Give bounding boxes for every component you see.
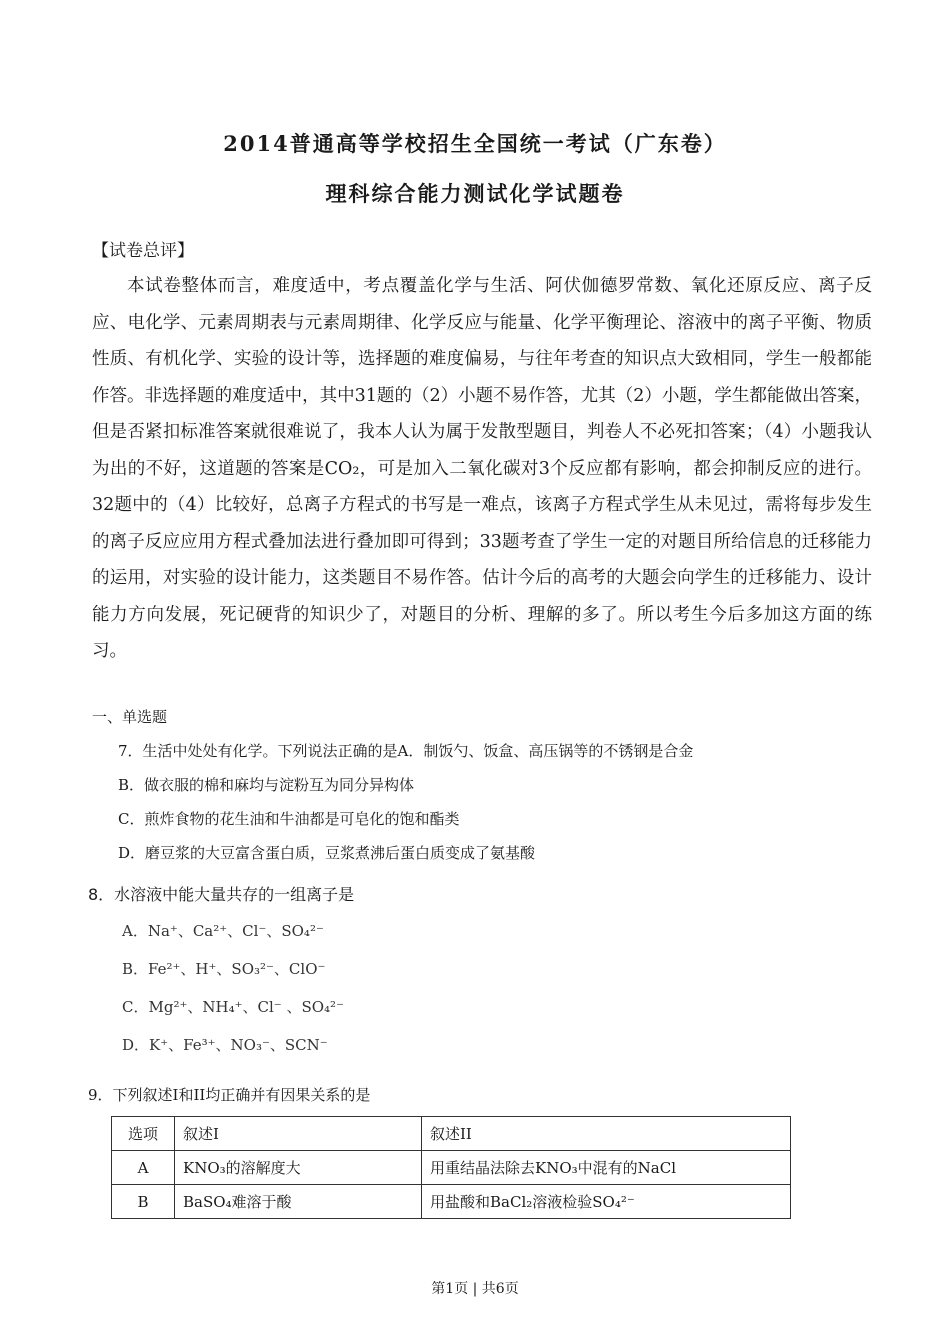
question-8-stem: 8．水溶液中能大量共存的一组离子是 (88, 885, 355, 904)
table-cell: 用重结晶法除去KNO₃中混有的NaCl (422, 1151, 791, 1185)
question-8-option-d: D．K⁺、Fe³⁺、NO₃⁻、SCN⁻ (122, 1036, 328, 1054)
question-7-option-d: D．磨豆浆的大豆富含蛋白质，豆浆煮沸后蛋白质变成了氨基酸 (118, 844, 536, 862)
question-9-table (111, 1116, 791, 1219)
question-8-option-a: A．Na⁺、Ca²⁺、Cl⁻、SO₄²⁻ (122, 922, 324, 940)
table-cell: BaSO₄难溶于酸 (175, 1185, 422, 1219)
review-paragraph: 本试卷整体而言，难度适中，考点覆盖化学与生活、阿伏伽德罗常数、氧化还原反应、离子反应、电化学、元素周期表与元素周期律、化学反应与能量、化学平衡理论、溶液中的离子平衡、物质性质、有机化学、实验的设计等，选择题的难度偏易，与往年考查的知识点大致相同，学生一般都能作答。非选择题的难度适中，其中31题的（2）小题不易作答，尤其（2）小题，学生都能做出答案，但是否紧扣标准答案就很难说了，我本人认为属于发散型题目，判卷人不必死扣答案；（4）小题我认为出的不好，这道题的答案是CO₂，可是加入二氧化碳对3个反应都有影响，都会抑制反应的进行。32题中的（4）比较好，总离子方程式的书写是一难点，该离子方程式学生从未见过，需将每步发生的离子反应应用方程式叠加法进行叠加即可得到；33题考查了学生一定的对题目所给信息的迁移能力的运用，对实验的设计能力，这类题目不易作答。估计今后的高考的大题会向学生的迁移能力、设计能力方向发展，死记硬背的知识少了，对题目的分析、理解的多了。所以考生今后多加这方面的练习。 (92, 276, 872, 661)
table-cell: KNO₃的溶解度大 (175, 1151, 422, 1185)
table-header-row (112, 1117, 791, 1151)
table-row (112, 1185, 791, 1219)
question-7-stem: 7．生活中处处有化学。下列说法正确的是A．制饭勺、饭盒、高压锅等的不锈钢是合金 (118, 742, 694, 760)
table-row (112, 1151, 791, 1185)
review-heading: 【试卷总评】 (92, 241, 194, 261)
exam-title: 2014普通高等学校招生全国统一考试（广东卷） (223, 131, 727, 156)
table-header-cell: 叙述I (175, 1117, 422, 1151)
question-7-option-c: C．煎炸食物的花生油和牛油都是可皂化的饱和酯类 (118, 810, 460, 828)
question-7-option-b: B．做衣服的棉和麻均与淀粉互为同分异构体 (118, 776, 415, 794)
table-cell: 用盐酸和BaCl₂溶液检验SO₄²⁻ (422, 1185, 791, 1219)
table-cell: B (112, 1185, 175, 1219)
exam-subtitle: 理科综合能力测试化学试题卷 (325, 181, 625, 206)
table-header-cell: 选项 (112, 1117, 175, 1151)
page-footer: 第1页 | 共6页 (431, 1281, 519, 1297)
question-9-stem: 9．下列叙述I和II均正确并有因果关系的是 (88, 1086, 371, 1104)
question-8-option-c: C．Mg²⁺、NH₄⁺、Cl⁻ 、SO₄²⁻ (122, 998, 344, 1016)
question-8-option-b: B．Fe²⁺、H⁺、SO₃²⁻、ClO⁻ (122, 960, 326, 978)
section-heading: 一、单选题 (92, 708, 168, 726)
table-cell: A (112, 1151, 175, 1185)
table-header-cell: 叙述II (422, 1117, 791, 1151)
